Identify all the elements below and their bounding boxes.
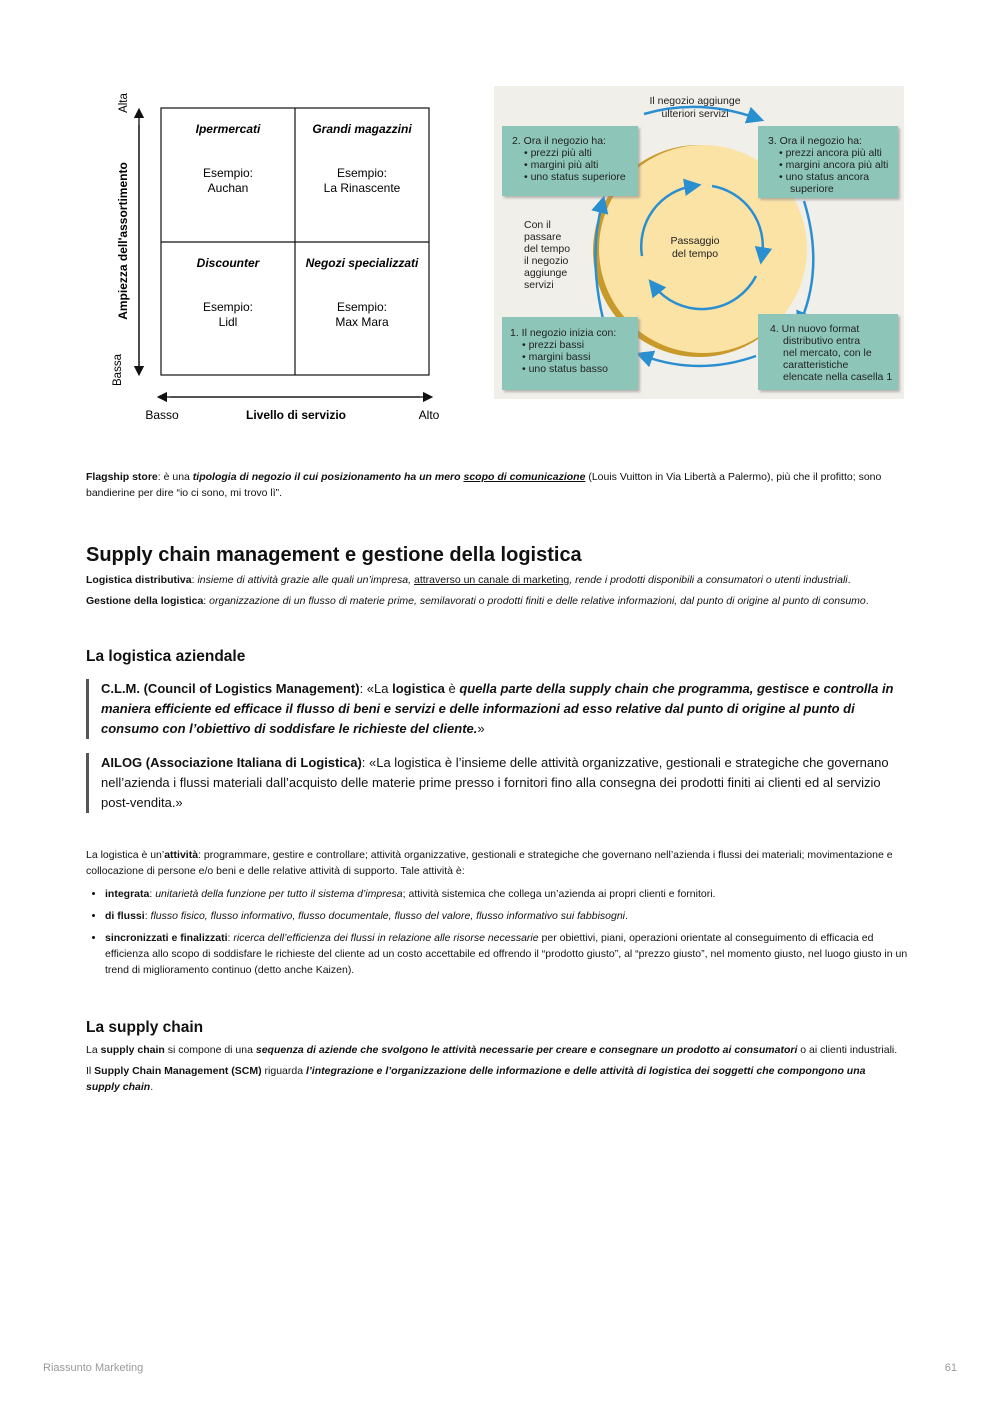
box2-text: 2. Ora il negozio ha: xyxy=(512,135,606,147)
cell-title: Ipermercati xyxy=(195,122,261,136)
text-span: riguarda xyxy=(261,1065,306,1077)
underlined-text: attraverso un canale di marketing xyxy=(413,574,570,586)
term: Logistica distributiva xyxy=(86,574,192,586)
y-axis-title: Ampiezza dell'assortimento xyxy=(116,162,130,320)
box3-text: superiore xyxy=(790,183,834,195)
retail-matrix-figure xyxy=(100,85,450,430)
text-span: : xyxy=(144,910,151,922)
text-span: ; attività sistemica che collega un’azienda ai propri clienti e fornitori. xyxy=(402,888,716,900)
supply-chain-paragraph xyxy=(86,1042,916,1058)
logistica-bullet-list xyxy=(86,886,911,984)
quote-ailog xyxy=(86,753,913,813)
box3-text: • prezzi ancora più alti xyxy=(779,147,882,159)
text-span: » xyxy=(477,721,485,736)
flagship-term: Flagship store xyxy=(86,471,158,483)
wheel-left-text: aggiunge xyxy=(524,267,568,279)
text-span: . xyxy=(865,595,869,607)
cell-line: Esempio: xyxy=(202,300,254,314)
section-heading: Supply chain management e gestione della logistica xyxy=(86,544,582,566)
flagship-underlined: scopo di comunicazione xyxy=(463,471,586,483)
text-span: . xyxy=(150,1081,154,1093)
cell-title: Discounter xyxy=(196,256,260,270)
logistica-intro-paragraph xyxy=(86,847,911,879)
term: Gestione della logistica xyxy=(86,595,204,607)
text-span: : programmare, gestire e controllare; attività organizzative, gestionali e strategiche che governano nell’azienda i flussi dei materiali; movimentazione e collocazione di persone e/o beni e delle relative attività di supporto. Tale attività è: xyxy=(86,849,893,877)
cell-line: Esempio: xyxy=(202,166,254,180)
text-span: per obiettivi, piani, operazioni orientate al conseguimento di efficacia ed efficienza allo scopo di soddisfare le richieste del cliente ad un costo accettabile ed offrendo il “prodotto giusto”, al “prezzo giusto”, nel momento giusto, nel luogo giusto in un trend di miglioramento continuo (detto anche Kaizen). xyxy=(105,932,908,976)
list-item xyxy=(105,908,911,924)
list-item xyxy=(105,930,911,978)
text-span: : «La xyxy=(359,681,393,696)
text-span: : xyxy=(149,888,156,900)
definition: unitarietà della funzione per tutto il sistema d’impresa xyxy=(155,888,403,900)
subsection-heading: La supply chain xyxy=(86,1019,204,1036)
term: attività xyxy=(164,849,199,861)
logistica-distributiva-paragraph xyxy=(86,572,911,588)
box4-text: nel mercato, con le xyxy=(783,347,872,359)
text-span: La logistica è un’ xyxy=(86,849,165,861)
definition: flusso fisico, flusso informativo, flusso documentale, flusso del valore, flusso informativo sui fabbisogni xyxy=(150,910,626,922)
box2-text: • prezzi più alti xyxy=(524,147,592,159)
wheel-left-text: il negozio xyxy=(524,255,569,267)
box4-text: distributivo entra xyxy=(783,335,861,347)
y-low-label: Bassa xyxy=(112,354,124,386)
box1-text: • prezzi bassi xyxy=(522,339,585,351)
cell-title: Grandi magazzini xyxy=(312,122,412,136)
box3-text: 3. Ora il negozio ha: xyxy=(768,135,862,147)
text-span: : è una xyxy=(157,471,193,483)
page-number: 61 xyxy=(944,1362,957,1374)
definition: insieme di attività grazie alle quali un’impresa, xyxy=(197,574,414,586)
text-span: : xyxy=(191,574,198,586)
text-span: : xyxy=(203,595,210,607)
wheel-left-text: del tempo xyxy=(524,243,571,255)
footer-title: Riassunto Marketing xyxy=(43,1362,144,1374)
cell-line: Lidl xyxy=(218,315,238,329)
box4-text: caratteristiche xyxy=(783,359,849,371)
box3-text: • margini ancora più alti xyxy=(779,159,889,171)
gestione-logistica-paragraph xyxy=(86,593,911,609)
scm-paragraph xyxy=(86,1063,896,1095)
text-span: . xyxy=(625,910,628,922)
cell-line: Max Mara xyxy=(335,315,389,329)
box2-text: • margini più alti xyxy=(524,159,599,171)
cell-title: Negozi specializzati xyxy=(305,256,419,270)
cell-line: Esempio: xyxy=(336,166,388,180)
box3-text: • uno status ancora xyxy=(779,171,870,183)
wheel-left-text: passare xyxy=(524,231,562,243)
box2-text: • uno status superiore xyxy=(524,171,626,183)
wheel-top-caption: Il negozio aggiunge xyxy=(649,95,741,107)
definition: ricerca dell’efficienza dei flussi in relazione alle risorse necessarie xyxy=(233,932,539,944)
cell-line: La Rinascente xyxy=(323,181,401,195)
cell-line: Esempio: xyxy=(336,300,388,314)
flagship-definition: tipologia di negozio il cui posizionamento ha un mero xyxy=(192,471,464,483)
text-span: Il xyxy=(86,1065,95,1077)
box4-text: elencate nella casella 1 xyxy=(783,371,893,383)
wheel-center-text: del tempo xyxy=(671,248,719,260)
box4-text: 4. Un nuovo format xyxy=(770,323,860,335)
quote-body: : «La logistica è l’insieme delle attività organizzative, gestionali e strategiche che governano nell’azienda i flussi materiali dall’acquisto delle materie prime presso i fornitori fino alla consegna dei prodotti finiti ai clienti ed al servizio post-vendita.» xyxy=(101,755,889,810)
definition: sequenza di aziende che svolgono le attività necessarie per creare e consegnare un prodotto ai consumatori xyxy=(255,1044,798,1056)
wheel-left-text: Con il xyxy=(524,219,551,231)
flagship-paragraph xyxy=(86,469,911,501)
text-span: (Louis Vuitton in Via Libertà a Palermo), più che il profitto; sono bandierine per dire “io ci sono, mi trovo lì”. xyxy=(86,471,882,499)
term: di flussi xyxy=(105,910,145,922)
term: supply chain xyxy=(100,1044,165,1056)
quote-source: C.L.M. (Council of Logistics Management) xyxy=(101,681,360,696)
wheel-svg xyxy=(494,86,904,399)
wheel-top-caption: ulteriori servizi xyxy=(661,108,729,120)
x-axis-title: Livello di servizio xyxy=(245,408,347,422)
text-span: o ai clienti industriali. xyxy=(797,1044,898,1056)
text-span: La xyxy=(86,1044,101,1056)
wheel-center-text: Passaggio xyxy=(670,235,720,247)
retail-matrix-svg xyxy=(100,85,450,430)
box1-text: • uno status basso xyxy=(522,363,608,375)
y-high-label: Alta xyxy=(118,93,130,113)
x-low-label: Basso xyxy=(145,408,179,422)
cell-line: Auchan xyxy=(207,181,249,195)
wheel-of-retailing-figure xyxy=(494,86,904,399)
list-item xyxy=(105,886,911,902)
text-span: : xyxy=(227,932,234,944)
term: Supply Chain Management (SCM) xyxy=(94,1065,262,1077)
subsection-heading: La logistica aziendale xyxy=(86,648,246,665)
quote-source: AILOG (Associazione Italiana di Logistica) xyxy=(101,755,362,770)
definition: l’integrazione e l’organizzazione delle informazione e delle attività di logistica dei soggetti che compongono una supply chain xyxy=(86,1065,866,1093)
box1-text: • margini bassi xyxy=(522,351,591,363)
quote-body: quella parte della supply chain che programma, gestisce e controlla in maniera efficiente ed efficace il flusso di beni e servizi e delle informazioni ad esso relative dal punto di origine al punto di consumo con l’obiettivo di soddisfare le richieste del cliente. xyxy=(101,681,894,736)
box1-text: 1. Il negozio inizia con: xyxy=(510,327,617,339)
x-high-label: Alto xyxy=(418,408,440,422)
definition: organizzazione di un flusso di materie prime, semilavorati o prodotti finiti e delle relative informazioni, dal punto di origine al punto di consumo xyxy=(209,595,866,607)
quote-clm xyxy=(86,679,913,739)
text-span: è xyxy=(444,681,460,696)
text-span: logistica xyxy=(392,681,445,696)
text-span: . xyxy=(847,574,851,586)
definition: , rende i prodotti disponibili a consumatori o utenti industriali xyxy=(569,574,848,586)
wheel-left-text: servizi xyxy=(524,279,554,291)
term: integrata xyxy=(105,888,150,900)
term: sincronizzati e finalizzati xyxy=(105,932,228,944)
text-span: si compone di una xyxy=(164,1044,256,1056)
